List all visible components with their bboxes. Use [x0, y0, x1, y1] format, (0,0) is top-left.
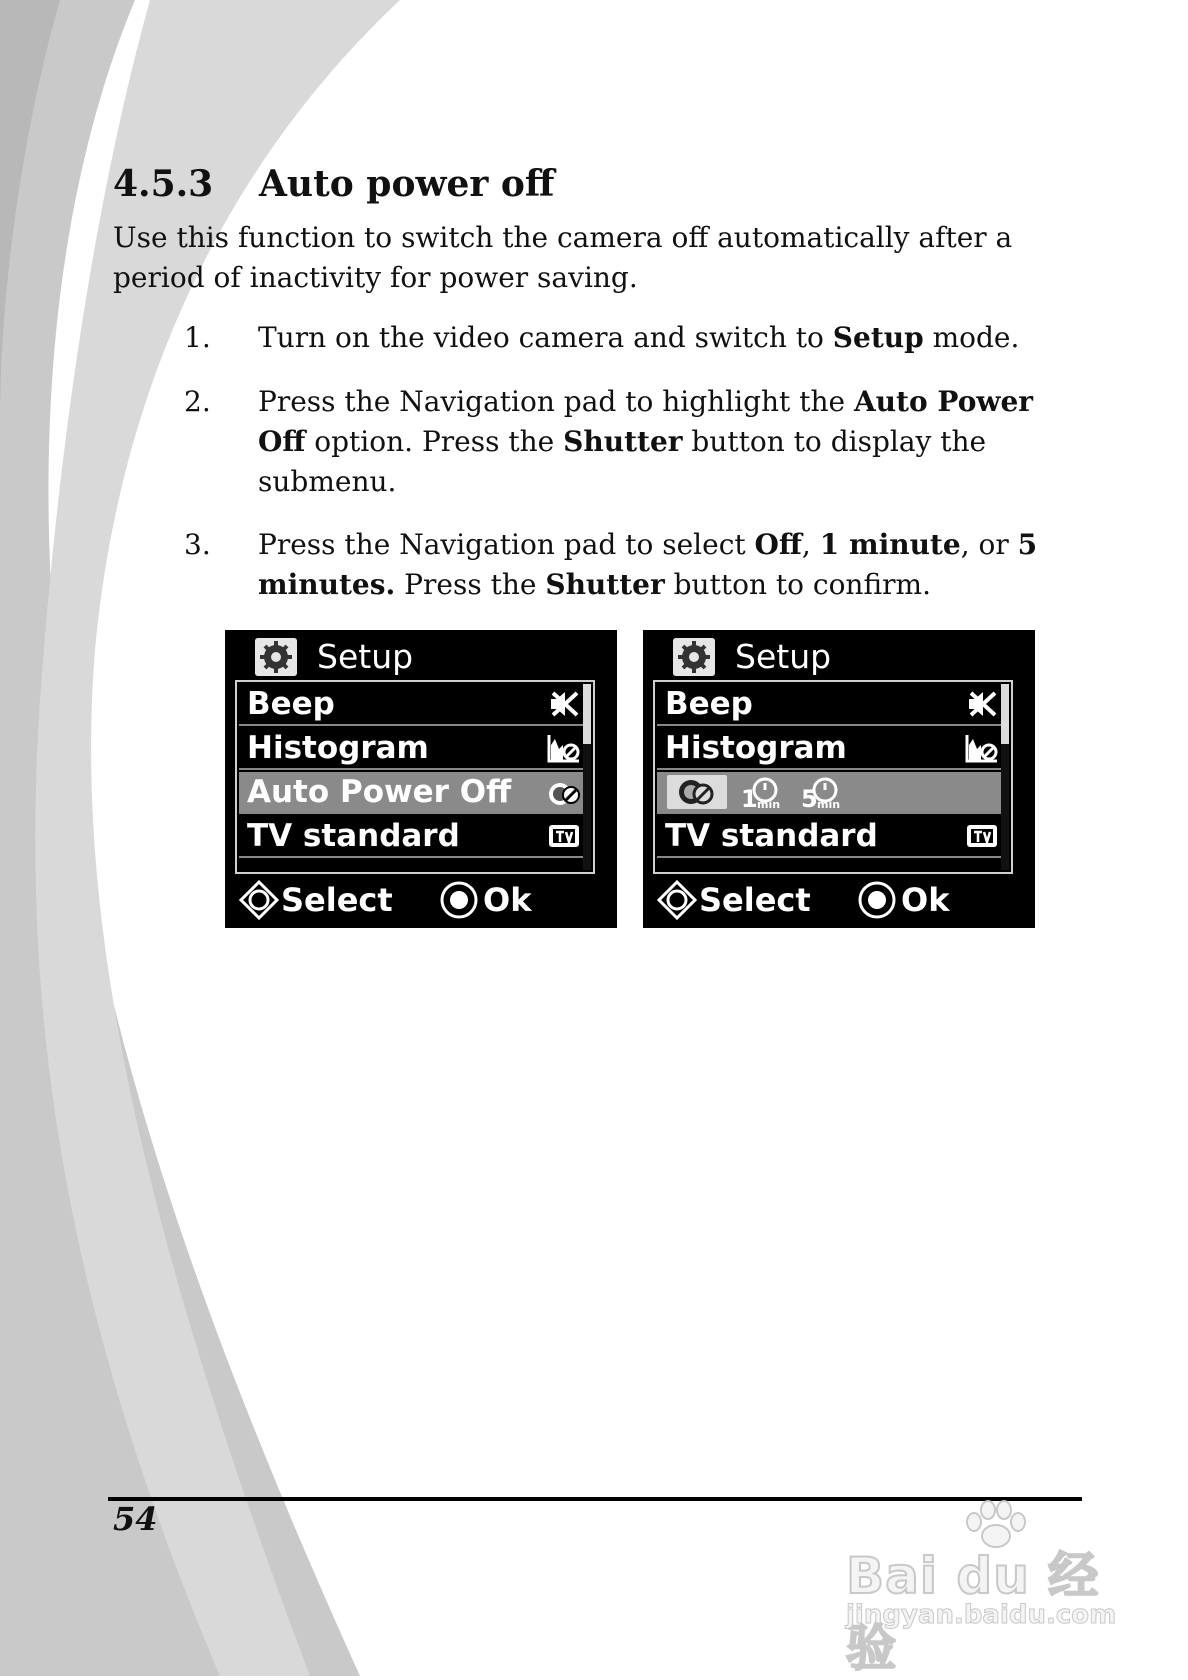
step-text: Turn on the video camera and switch to Setup mode.: [258, 321, 1020, 354]
auto-power-off-icon: [547, 777, 581, 807]
ok-button-icon: [857, 880, 897, 920]
camera-screen-setup-menu: [225, 630, 617, 928]
timer-5-number: 5: [801, 785, 818, 809]
navigation-pad-icon: [657, 880, 697, 920]
beep-off-icon: [547, 689, 581, 719]
select-label: Select: [699, 881, 811, 919]
scrollbar: [1001, 684, 1009, 870]
camera-screen-auto-power-off-submenu: [643, 630, 1035, 928]
gear-icon: [255, 638, 297, 676]
menu-item-label: Histogram: [247, 730, 429, 766]
baidu-watermark: [840, 1500, 1120, 1677]
histogram-off-icon: [965, 733, 999, 763]
timer-5-unit: min: [817, 798, 841, 809]
scrollbar-thumb: [1001, 684, 1009, 744]
tv-standard-icon: [965, 821, 999, 851]
menu-item-histogram[interactable]: [239, 728, 591, 770]
screen-title: Setup: [735, 637, 832, 676]
watermark-url: jingyan.baidu.com: [846, 1600, 1117, 1630]
section-number: 4.5.3: [113, 163, 214, 205]
navigation-pad-icon: [239, 880, 279, 920]
menu-item-label: Histogram: [665, 730, 847, 766]
ok-button-icon: [439, 880, 479, 920]
section-heading: [113, 163, 554, 205]
auto-power-off-options: [657, 772, 1009, 814]
menu-item-beep[interactable]: [239, 684, 591, 726]
menu-item-tv-standard[interactable]: [657, 816, 1009, 858]
menu-list: [653, 680, 1013, 874]
menu-item-auto-power-off[interactable]: [239, 772, 591, 814]
select-label: Select: [281, 881, 393, 919]
option-off[interactable]: [667, 775, 727, 809]
tv-standard-icon: [547, 821, 581, 851]
menu-item-beep[interactable]: [657, 684, 1009, 726]
step-text: Press the Navigation pad to select Off, 1 minute, or 5 minutes. Press the Shutter button to confirm.: [258, 528, 1038, 601]
scrollbar: [583, 684, 591, 870]
beep-off-icon: [965, 689, 999, 719]
ok-label: Ok: [483, 881, 532, 919]
screen-footer: [239, 878, 619, 922]
screen-footer: [657, 878, 1037, 922]
section-title: Auto power off: [259, 163, 555, 205]
menu-list: [235, 680, 595, 874]
menu-item-label: Beep: [247, 686, 335, 722]
gear-icon: [673, 638, 715, 676]
timer-1-number: 1: [741, 785, 758, 809]
ok-label: Ok: [901, 881, 950, 919]
option-1-minute[interactable]: [739, 775, 785, 809]
menu-item-label: TV standard: [665, 818, 878, 854]
intro-paragraph: Use this function to switch the camera off automatically after a period of inactivity for power saving.: [113, 221, 1013, 294]
step-number: 1.: [184, 321, 211, 354]
timer-1-unit: min: [757, 798, 781, 809]
menu-item-label: TV standard: [247, 818, 460, 854]
menu-item-tv-standard[interactable]: [239, 816, 591, 858]
scrollbar-thumb: [583, 684, 591, 744]
menu-item-histogram[interactable]: [657, 728, 1009, 770]
timer-1-minute-icon: [739, 775, 785, 809]
step-number: 3.: [184, 528, 211, 561]
auto-power-off-icon: [667, 775, 727, 809]
menu-item-label: Beep: [665, 686, 753, 722]
timer-5-minutes-icon: [799, 775, 845, 809]
menu-item-label: Auto Power Off: [247, 774, 512, 810]
screen-title: Setup: [317, 637, 414, 676]
page-number: 54: [113, 1500, 158, 1538]
step-number: 2.: [184, 385, 211, 418]
watermark-brand: Bai du 经验: [846, 1547, 1100, 1677]
option-5-minutes[interactable]: [799, 775, 845, 809]
step-text: Press the Navigation pad to highlight the Auto Power Off option. Press the Shutter button to display the submenu.: [258, 385, 1034, 498]
histogram-off-icon: [547, 733, 581, 763]
